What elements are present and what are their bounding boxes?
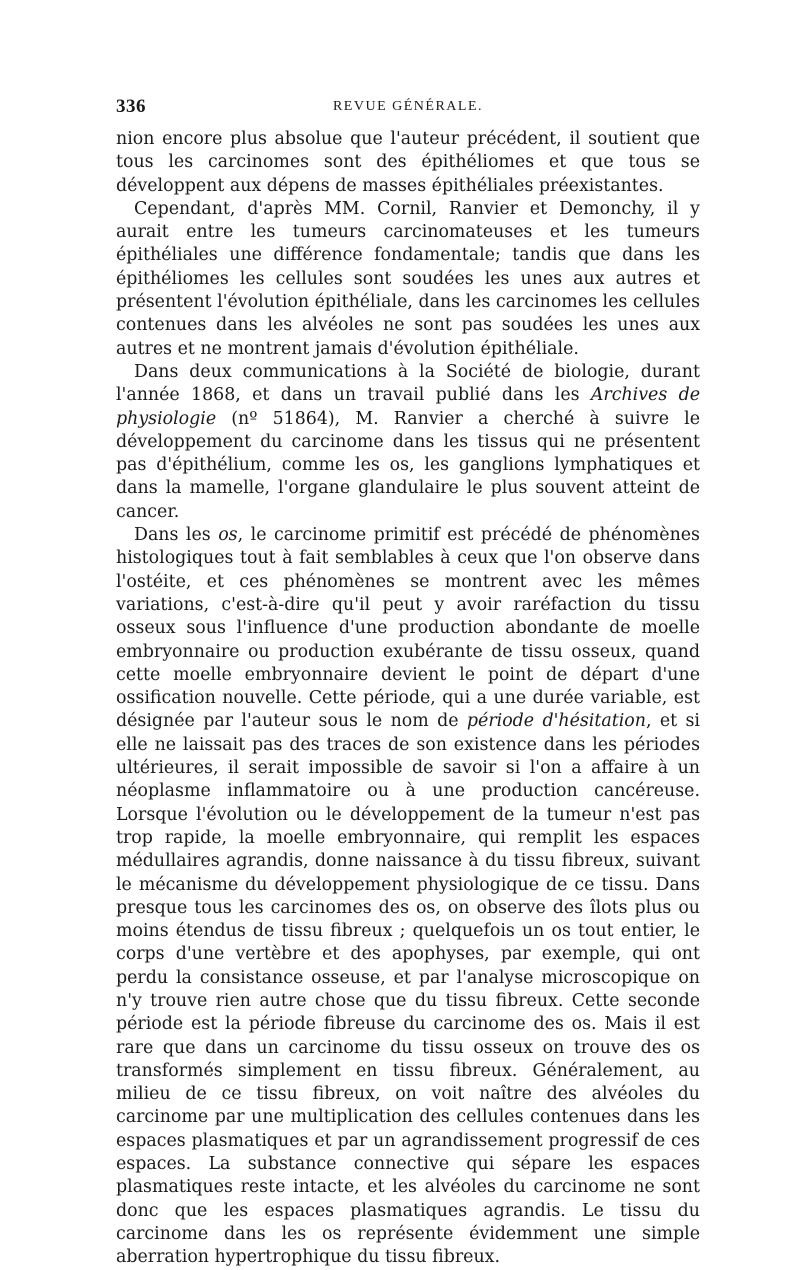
text-run: , et si elle ne laissait pas des traces de son existence dans les périodes ultérieures, il serait impossible de savoir si l'on a affaire à un néoplasme inflammatoire ou à une production cancéreuse. Lorsque l'évolution ou le développement de la tumeur n'est pas trop rapide, la moelle embryonnaire, qui remplit les espaces médullaires agrandis, donne naissance à du tissu fibreux, suivant le mécanisme du développement physiologique de ce tissu. Dans presque tous les carcinomes des os, on observe des îlots plus ou moins étendus de tissu fibreux ; quelquefois un os tout entier, le corps d'une vertèbre et des apophyses, par exemple, qui ont perdu la consistance osseuse, et par l'analyse microscopique on n'y trouve rien autre chose que du tissu fibreux. Cette seconde période est la période fibreuse du carcinome des os. Mais il est rare que dans un carcinome du tissu osseux on trouve des os transformés simplement en tissu fibreux. Généralement, au milieu de ce tissu fibreux, on voit naître des alvéoles du carcinome par une multiplication des cellules contenues dans les espaces plasmatiques et par un agrandissement progressif de ces espaces. La substance connective qui sépare les espaces plasmatiques reste intacte, et les alvéoles du carcinome ne sont donc que les espaces plasmatiques agrandis. Le tissu du carcinome dans les os représente évidemment une simple aberration hypertrophique du tissu fibreux. <box>116 711 700 1268</box>
paragraph-carcinome-os <box>116 524 700 1270</box>
document-page <box>116 96 700 1270</box>
page-number: 336 <box>116 96 146 117</box>
text-run: nion encore plus absolue que l'auteur précédent, il soutient que tous les carcinomes sont des épithéliomes et que tous se développent aux dépens de masses épithéliales préexistantes. <box>116 129 700 196</box>
text-run: Dans les <box>134 525 219 546</box>
page-header <box>116 96 700 124</box>
italic-text: Archives de physiologie <box>116 385 700 429</box>
paragraph-cornil-ranvier <box>116 198 700 361</box>
text-run: Dans deux communications à la Société de biologie, durant l'année 1868, et dans un travail publié dans les <box>116 361 700 406</box>
body-text <box>116 128 700 1270</box>
text-run: Cependant, d'après MM. Cornil, Ranvier et Demonchy, il y aurait entre les tumeurs carcinomateuses et les tumeurs épithéliales une différence fondamentale; tandis que dans les épithéliomes les cellules sont soudées les unes aux autres et présentent l'évolution épithéliale, dans les carcinomes les cellules contenues dans les alvéoles ne sont pas soudées les unes aux autres et ne montrent jamais d'évolution épithéliale. <box>116 198 700 359</box>
paragraph-continuation <box>116 128 700 198</box>
italic-text: os <box>218 525 238 546</box>
running-title: REVUE GÉNÉRALE. <box>332 99 484 114</box>
italic-text: période d'hésitation <box>466 711 646 732</box>
paragraph-societe-biologie <box>116 361 700 524</box>
text-run: , le carcinome primitif est précédé de phénomènes histologiques tout à fait semblables à ceux que l'on observe dans l'ostéite, et ces phénomènes se montrent avec les mêmes variations, c'est-à-dire qu'il peut y avoir raréfaction du tissu osseux sous l'influence d'une production abondante de moelle embryonnaire ou production exubérante de tissu osseux, quand cette moelle embryonnaire devient le point de départ d'une ossification nouvelle. Cette période, qui a une durée variable, est désignée par l'auteur sous le nom de <box>116 525 700 732</box>
text-run: (nº 51864), M. Ranvier a cherché à suivre le développement du carcinome dans les tissus qui ne présentent pas d'épithélium, comme les os, les ganglions lymphatiques et dans la mamelle, l'organe glandulaire le plus souvent atteint de cancer. <box>116 408 700 522</box>
